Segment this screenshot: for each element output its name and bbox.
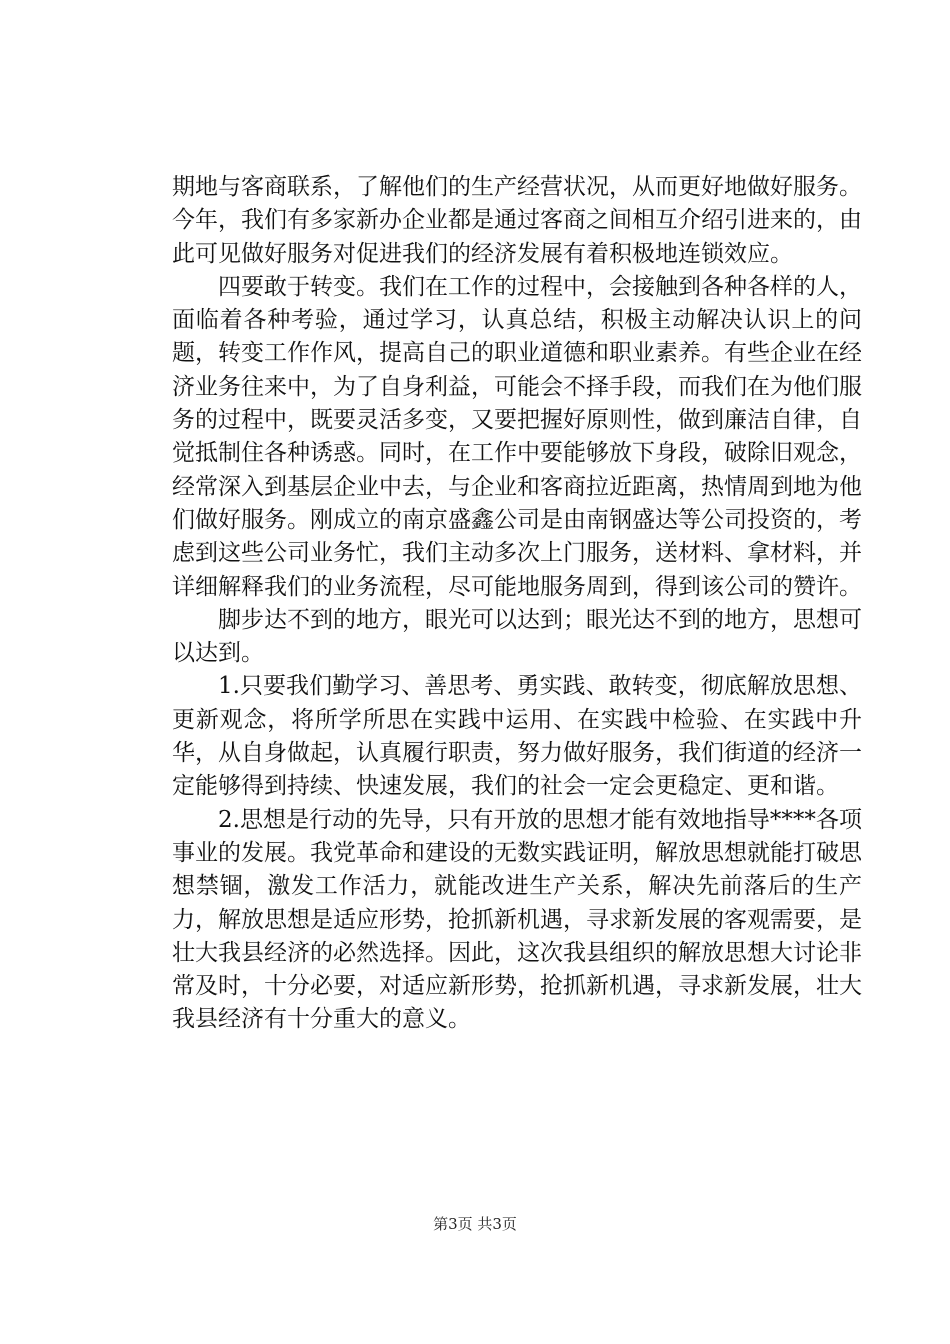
paragraph-point-2: 2.思想是行动的先导，只有开放的思想才能有效地指导****各项事业的发展。我党革命和建设的无数实践证明，解放思想就能打破思想禁锢，激发工作活力，就能改进生产关系，解决先前落后的生产力，解放思想是适应形势，抢抓新机遇，寻求新发展的客观需要，是壮大我县经济的必然选择。因此，这次我县组织的解放思想大讨论非常及时，十分必要，对适应新形势，抢抓新机遇，寻求新发展，壮大我县经济有十分重大的意义。 bbox=[172, 806, 862, 1033]
paragraph-vision: 脚步达不到的地方，眼光可以达到；眼光达不到的地方，思想可以达到。 bbox=[172, 606, 862, 667]
document-body bbox=[172, 171, 862, 1037]
paragraph-transformation: 四要敢于转变。我们在工作的过程中，会接触到各种各样的人，面临着各种考验，通过学习，认真总结，积极主动解决认识上的问题，转变工作作风，提高自己的职业道德和职业素养。有些企业在经济业务往来中，为了自身利益，可能会不择手段，而我们在为他们服务的过程中，既要灵活多变，又要把握好原则性，做到廉洁自律，自觉抵制住各种诱惑。同时，在工作中要能够放下身段，破除旧观念，经常深入到基层企业中去，与企业和客商拉近距离，热情周到地为他们做好服务。刚成立的南京盛鑫公司是由南钢盛达等公司投资的，考虑到这些公司业务忙，我们主动多次上门服务，送材料、拿材料，并详细解释我们的业务流程，尽可能地服务周到，得到该公司的赞许。 bbox=[172, 273, 862, 600]
page-footer: 第3页 共3页 bbox=[433, 1215, 517, 1233]
paragraph-point-1: 1.只要我们勤学习、善思考、勇实践、敢转变，彻底解放思想、更新观念，将所学所思在实践中运用、在实践中检验、在实践中升华，从自身做起，认真履行职责，努力做好服务，我们街道的经济一定能够得到持续、快速发展，我们的社会一定会更稳定、更和谐。 bbox=[172, 673, 862, 800]
paragraph-continuation: 期地与客商联系，了解他们的生产经营状况，从而更好地做好服务。今年，我们有多家新办企业都是通过客商之间相互介绍引进来的，由此可见做好服务对促进我们的经济发展有着积极地连锁效应。 bbox=[172, 174, 862, 267]
